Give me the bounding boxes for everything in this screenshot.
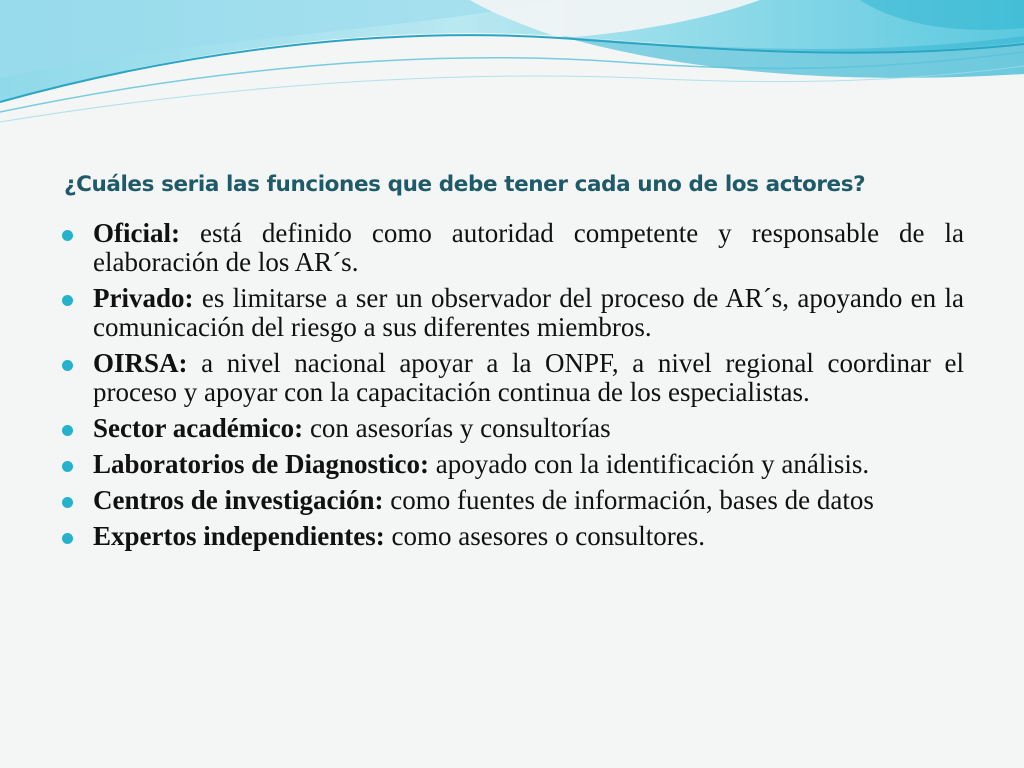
bullet-icon xyxy=(62,533,73,544)
list-item xyxy=(62,486,964,515)
slide-title: ¿Cuáles seria las funciones que debe tener cada uno de los actores? xyxy=(64,172,866,197)
bullet-icon xyxy=(62,497,73,508)
bullet-list xyxy=(62,219,964,558)
bullet-text: apoyado con la identificación y análisis. xyxy=(428,449,870,479)
bullet-term: Centros de investigación: xyxy=(93,485,384,515)
list-item xyxy=(62,284,964,342)
bullet-icon xyxy=(62,230,73,241)
bullet-icon xyxy=(62,295,73,306)
bullet-term: Oficial: xyxy=(93,218,180,248)
bullet-text: con asesorías y consultorías xyxy=(303,413,611,443)
bullet-text: como fuentes de información, bases de datos xyxy=(383,485,874,515)
wave-header-decoration xyxy=(0,0,1024,130)
bullet-text: como asesores o consultores. xyxy=(384,521,705,551)
bullet-term: Expertos independientes: xyxy=(93,521,385,551)
bullet-icon xyxy=(62,425,73,436)
bullet-term: Privado: xyxy=(93,283,194,313)
list-item xyxy=(62,349,964,407)
bullet-icon xyxy=(62,461,73,472)
bullet-text: está definido como autoridad competente y responsable de la elaboración de los AR´s. xyxy=(93,218,964,277)
bullet-text: a nivel nacional apoyar a la ONPF, a nivel regional coordinar el proceso y apoyar con la capacitación continua de los especialistas. xyxy=(93,348,964,407)
list-item xyxy=(62,219,964,277)
bullet-icon xyxy=(62,360,73,371)
bullet-term: Laboratorios de Diagnostico: xyxy=(93,449,429,479)
list-item xyxy=(62,450,964,479)
bullet-term: OIRSA: xyxy=(93,348,188,378)
bullet-term: Sector académico: xyxy=(93,413,304,443)
bullet-text: es limitarse a ser un observador del proceso de AR´s, apoyando en la comunicación del riesgo a sus diferentes miembros. xyxy=(93,283,964,342)
list-item xyxy=(62,522,964,551)
list-item xyxy=(62,414,964,443)
